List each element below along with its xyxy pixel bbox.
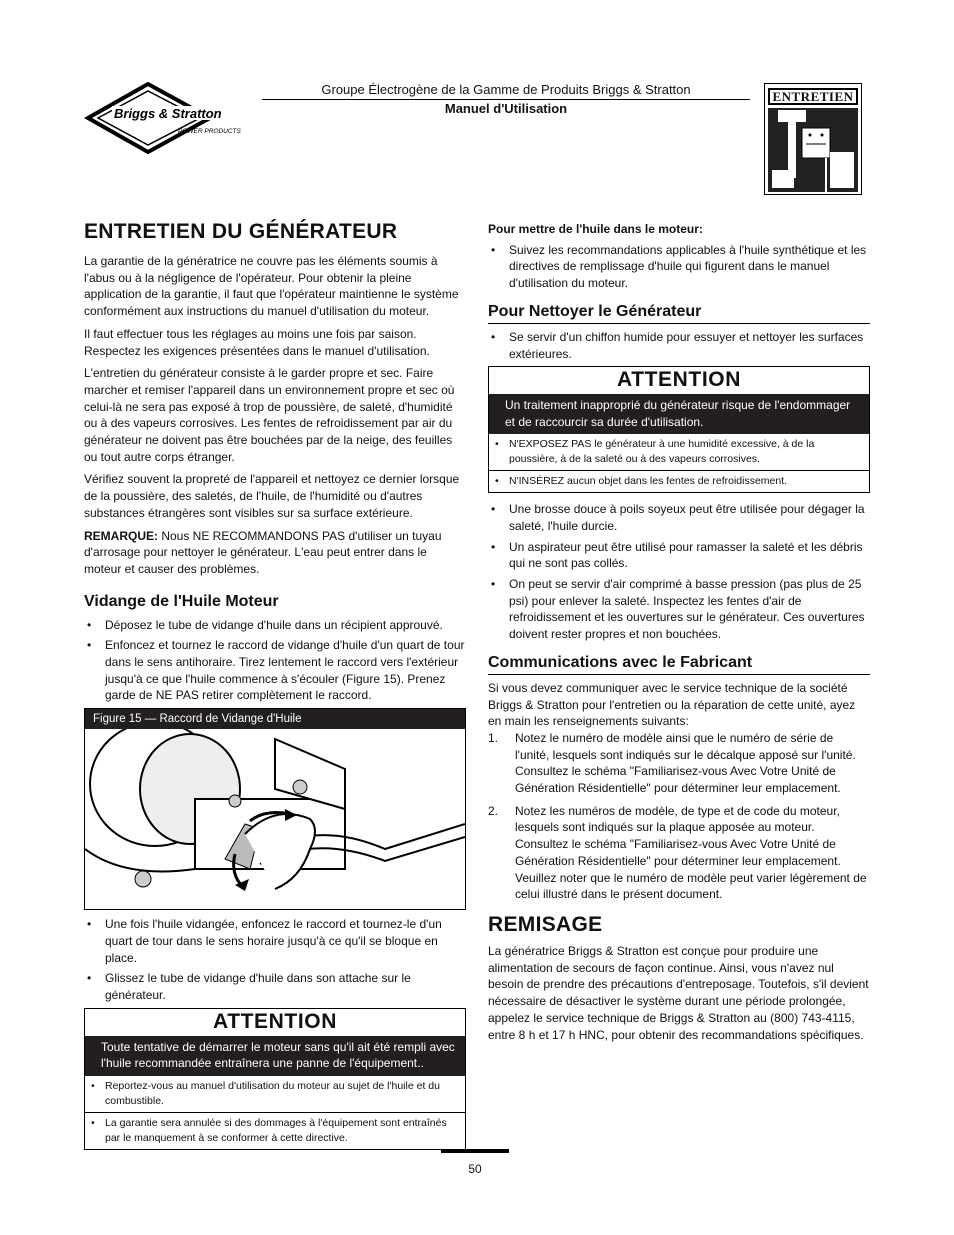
document-subtitle: Manuel d'Utilisation <box>444 101 568 116</box>
attention-box-clean <box>488 366 870 493</box>
attention-warning: Toute tentative de démarrer le moteur sans qu'il ait été rempli avec l'huile recommandée entraînera une panne de l'équipement.. <box>85 1036 465 1076</box>
paragraph: La génératrice Briggs & Stratton est conçue pour produire une alimentation de secours de façon continue. Ainsi, vous n'avez nul besoin de prendre des précautions d'entreposage. Toutefois, s'il devient nécessaire de désactiver le système durant une période prolongée, appelez le service technique de Briggs & Stratton au (800) 743-4115, entre 8 h et 17 h HNC, pour obtenir des recommandations spécifiques. <box>488 943 869 1042</box>
brand-name: Briggs & Stratton <box>114 106 222 121</box>
attention-title: ATTENTION <box>213 1009 337 1033</box>
paragraph: Si vous devez communiquer avec le service technique de la société Briggs & Stratton pour l'entretien ou la réparation de cette unité, ayez en main les renseignements suivants: <box>488 680 856 729</box>
brand-sub: POWER PRODUCTS <box>178 128 241 135</box>
list-item: • Se servir d'un chiffon humide pour essuyer et nettoyer les surfaces extérieures. <box>488 329 870 362</box>
item-number: 1. <box>488 730 499 745</box>
list-item: • Une brosse douce à poils soyeux peut être utilisée pour dégager la saleté, l'huile durcie. <box>488 501 870 534</box>
remark-label: REMARQUE: <box>84 528 158 543</box>
left-column <box>84 220 466 1158</box>
paragraph: Il faut effectuer tous les réglages au moins une fois par saison. Respectez les exigences présentées dans le manuel d'utilisation. <box>84 326 430 358</box>
attention-title: ATTENTION <box>617 368 741 392</box>
right-column <box>488 221 870 1049</box>
attention-list <box>85 1076 465 1149</box>
footer-rule <box>441 1149 509 1153</box>
paragraph: La garantie de la génératrice ne couvre pas les éléments soumis à l'abus ou à la négligence de l'opérateur. Pour obtenir la pleine application de la garantie, il faut que l'opérateur maintienne le système conformément aux instructions du manuel d'utilisation du moteur. <box>84 254 459 319</box>
main-heading: ENTRETIEN DU GÉNÉRATEUR <box>84 220 398 243</box>
attention-item: • Reportez-vous au manuel d'utilisation du moteur au sujet de l'huile et du combustible. <box>85 1076 465 1112</box>
attention-item: • N'INSÉREZ aucun objet dans les fentes de refroidissement. <box>489 470 869 492</box>
list-item: • On peut se servir d'air comprimé à basse pression (pas plus de 25 psi) pour enlever la saleté. Inspectez les fentes d'air de refroidissement et les ouvertures sur le générateur. Ces ouvertures doivent rester propres et non bouchées. <box>488 576 870 643</box>
page-number: 50 <box>468 1162 482 1176</box>
oil-drain-heading: Vidange de l'Huile Moteur <box>84 592 279 610</box>
numbered-item <box>488 730 870 797</box>
paragraph: L'entretien du générateur consiste à le garder propre et sec. Faire marcher et remiser l'appareil dans un environnement propre et sec où celui-là ne sera pas exposé à trop de poussière, de saleté, d'humidité ou à des vapeurs corrosives. Les fentes de refroidissement par air du générateur ne doivent pas être bouchées par de la neige, des feuilles ou tout autre corps étranger. <box>84 366 455 464</box>
attention-warning: Un traitement inapproprié du générateur risque de l'endommager et de raccourcir sa durée d'utilisation. <box>489 394 869 434</box>
header-rule <box>262 99 750 100</box>
paragraph: Vérifiez souvent la propreté de l'appareil et nettoyez ce dernier lorsque de la poussière, des saletés, de l'huile, de l'humidité ou d'autres substances étrangères sont visibles sur sa surface extérieure. <box>84 472 460 520</box>
item-text: Notez le numéro de modèle ainsi que le numéro de série de l'unité, lesquels sont indiqués sur le décalque apposé sur l'unité. Consultez le schéma "Familiarisez-vous Avec Votre Unité de Génération Résidentielle" pour déterminer leur emplacement. <box>515 730 856 796</box>
figure-15 <box>84 708 466 910</box>
storage-heading: REMISAGE <box>488 912 603 936</box>
clean-heading: Pour Nettoyer le Générateur <box>488 302 870 324</box>
list-item: • Un aspirateur peut être utilisé pour ramasser la saleté et les débris qui ne sont pas collés. <box>488 539 870 572</box>
figure-caption: Figure 15 — Raccord de Vidange d'Huile <box>85 709 465 729</box>
communications-heading: Communications avec le Fabricant <box>488 653 870 675</box>
item-text: Notez les numéros de modèle, de type et de code du moteur, lesquels sont indiqués sur la plaque apposée au moteur. Consultez le schéma "Familiarisez-vous Avec Votre Unité de Génération Résidentielle" pour déterminer leur emplacement. Veuillez noter que le numéro de modèle peut varier légèrement de celui illustré dans le présent document. <box>515 803 867 902</box>
oil-drain-illustration <box>85 729 465 909</box>
section-badge-label: ENTRETIEN <box>768 88 858 105</box>
attention-item: • La garantie sera annulée si des dommages à l'équipement sont entraînés par le manquement à se conformer à cette directive. <box>85 1112 465 1149</box>
attention-item: • N'EXPOSEZ PAS le générateur à une humidité excessive, à de la poussière, à de la saleté ou à des vapeurs corrosives. <box>489 434 869 470</box>
maintenance-icon <box>768 108 858 192</box>
list-item: • Glissez le tube de vidange d'huile dans son attache sur le générateur. <box>84 970 466 1003</box>
attention-list <box>489 434 869 492</box>
list-item: • Déposez le tube de vidange d'huile dans un récipient approuvé. <box>84 617 466 634</box>
remark-text: Nous NE RECOMMANDONS PAS d'utiliser un tuyau d'arrosage pour nettoyer le générateur. L'eau peut entrer dans le moteur et causer des problèmes. <box>84 528 442 576</box>
briggs-stratton-logo <box>82 82 252 154</box>
list-item: • Une fois l'huile vidangée, enfoncez le raccord et tournez-le d'un quart de tour dans le sens horaire jusqu'à ce qu'il se bloque en place. <box>84 916 466 966</box>
item-number: 2. <box>488 803 499 818</box>
attention-box-oil <box>84 1008 466 1150</box>
document-title: Groupe Électrogène de la Gamme de Produits Briggs & Stratton <box>321 82 691 97</box>
oil-fill-heading: Pour mettre de l'huile dans le moteur: <box>488 222 703 236</box>
numbered-item <box>488 803 870 903</box>
list-item: • Suivez les recommandations applicables à l'huile synthétique et les directives de remplissage d'huile qui figurent dans le manuel d'utilisation du moteur. <box>488 242 870 292</box>
remark-paragraph <box>84 528 466 578</box>
list-item: • Enfoncez et tournez le raccord de vidange d'huile d'un quart de tour dans le sens antihoraire. Tirez lentement le raccord vers l'extérieur jusqu'à ce que l'huile commence à s'écouler (Figure 15). Prenez garde de NE PAS retirer complètement le raccord. <box>84 637 466 704</box>
section-badge <box>764 83 862 195</box>
